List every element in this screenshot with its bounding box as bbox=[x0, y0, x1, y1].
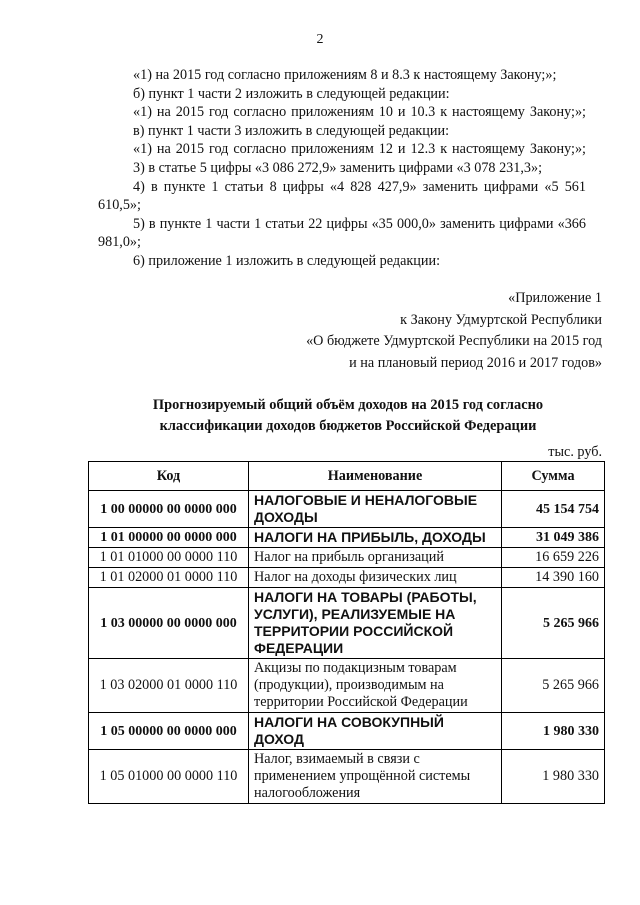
appendix-reference bbox=[306, 288, 602, 374]
row-sum: 1 980 330 bbox=[502, 713, 605, 750]
appendix-line: «Приложение 1 bbox=[508, 290, 602, 306]
row-code: 1 03 02000 01 0000 110 bbox=[89, 659, 249, 713]
paragraph: «1) на 2015 год согласно приложениям 10 и 10.3 к настоящему Закону;»; bbox=[133, 104, 586, 121]
row-sum: 31 049 386 bbox=[502, 528, 605, 548]
row-code: 1 05 00000 00 0000 000 bbox=[89, 713, 249, 750]
table-header-row bbox=[89, 462, 605, 491]
table-row bbox=[89, 528, 605, 548]
row-code: 1 01 00000 00 0000 000 bbox=[89, 528, 249, 548]
table-row bbox=[89, 548, 605, 568]
row-name: Акцизы по подакцизным товарам (продукции), производимым на территории Российской Федерации bbox=[249, 659, 502, 713]
appendix-line: и на плановый период 2016 и 2017 годов» bbox=[349, 354, 602, 371]
table-row bbox=[89, 713, 605, 750]
row-name: НАЛОГОВЫЕ И НЕНАЛОГОВЫЕ ДОХОДЫ bbox=[249, 491, 502, 528]
table-title-line: классификации доходов бюджетов Российской Федерации bbox=[159, 418, 537, 434]
table-row bbox=[89, 750, 605, 804]
table-row bbox=[89, 659, 605, 713]
paragraph: «1) на 2015 год согласно приложениям 8 и 8.3 к настоящему Закону;»; bbox=[133, 67, 557, 83]
row-name: НАЛОГИ НА ПРИБЫЛЬ, ДОХОДЫ bbox=[249, 528, 502, 548]
paragraph: 6) приложение 1 изложить в следующей редакции: bbox=[133, 252, 441, 269]
paragraph: «1) на 2015 год согласно приложениям 12 и 12.3 к настоящему Закону;»; bbox=[133, 141, 586, 158]
row-name: Налог на прибыль организаций bbox=[249, 548, 502, 568]
table-row bbox=[89, 568, 605, 588]
row-name: НАЛОГИ НА ТОВАРЫ (РАБОТЫ, УСЛУГИ), РЕАЛИЗУЕМЫЕ НА ТЕРРИТОРИИ РОССИЙСКОЙ ФЕДЕРАЦИИ bbox=[249, 588, 502, 659]
paragraph: 5) в пункте 1 части 1 статьи 22 цифры «35 000,0» заменить цифрами «366 981,0»; bbox=[98, 215, 586, 251]
row-code: 1 00 00000 00 0000 000 bbox=[89, 491, 249, 528]
table-row bbox=[89, 491, 605, 528]
column-header-name: Наименование bbox=[249, 462, 502, 491]
row-name: Налог на доходы физических лиц bbox=[249, 568, 502, 588]
table-title-line: Прогнозируемый общий объём доходов на 2015 год согласно bbox=[152, 397, 544, 413]
amendment-text bbox=[98, 66, 586, 271]
row-sum: 1 980 330 bbox=[502, 750, 605, 804]
row-code: 1 01 02000 01 0000 110 bbox=[89, 568, 249, 588]
appendix-line: к Закону Удмуртской Республики bbox=[400, 311, 602, 328]
column-header-code: Код bbox=[89, 462, 249, 491]
row-sum: 45 154 754 bbox=[502, 491, 605, 528]
row-sum: 16 659 226 bbox=[502, 548, 605, 568]
paragraph: б) пункт 1 части 2 изложить в следующей редакции: bbox=[133, 85, 450, 102]
row-code: 1 01 01000 00 0000 110 bbox=[89, 548, 249, 568]
table-title bbox=[88, 395, 608, 437]
row-name: Налог, взимаемый в связи с применением упрощённой системы налогообложения bbox=[249, 750, 502, 804]
revenue-table bbox=[88, 461, 605, 804]
unit-note: тыс. руб. bbox=[548, 444, 602, 460]
paragraph: 3) в статье 5 цифры «3 086 272,9» заменить цифрами «3 078 231,3»; bbox=[133, 159, 543, 176]
column-header-sum: Сумма bbox=[502, 462, 605, 491]
row-code: 1 03 00000 00 0000 000 bbox=[89, 588, 249, 659]
row-code: 1 05 01000 00 0000 110 bbox=[89, 750, 249, 804]
row-sum: 14 390 160 bbox=[502, 568, 605, 588]
row-name: НАЛОГИ НА СОВОКУПНЫЙ ДОХОД bbox=[249, 713, 502, 750]
appendix-line: «О бюджете Удмуртской Республики на 2015 год bbox=[306, 333, 602, 349]
row-sum: 5 265 966 bbox=[502, 588, 605, 659]
page-number: 2 bbox=[316, 32, 324, 47]
row-sum: 5 265 966 bbox=[502, 659, 605, 713]
paragraph: в) пункт 1 части 3 изложить в следующей редакции: bbox=[133, 122, 450, 139]
table-row bbox=[89, 588, 605, 659]
paragraph: 4) в пункте 1 статьи 8 цифры «4 828 427,9» заменить цифрами «5 561 610,5»; bbox=[98, 178, 586, 214]
